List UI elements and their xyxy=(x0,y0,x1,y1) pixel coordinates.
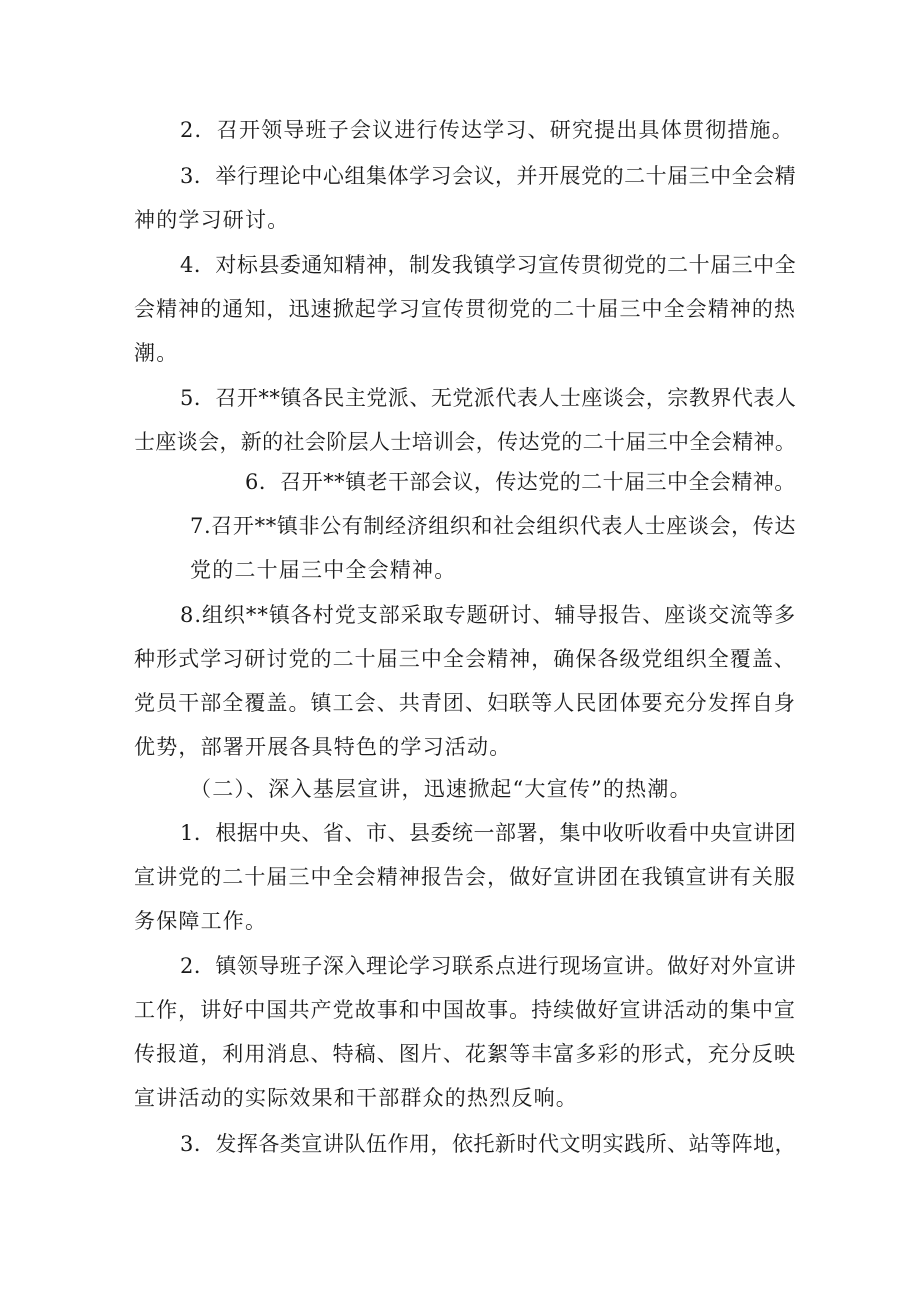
text-line: 8.组织**镇各村党支部采取专题研讨、辅导报告、座谈交流等多 xyxy=(180,603,797,627)
text-line: 1．根据中央、省、市、县委统一部署，集中收听收看中央宣讲团 xyxy=(180,821,797,845)
text-line: 6．召开**镇老干部会议，传达党的二十届三中全会精神。 xyxy=(245,470,796,494)
text-line: 7.召开**镇非公有制经济组织和社会组织代表人士座谈会，传达 xyxy=(190,514,797,538)
section-heading: （二）、深入基层宣讲，迅速掀起“大宣传”的热潮。 xyxy=(190,777,692,801)
text-line: 传报道，利用消息、特稿、图片、花絮等丰富多彩的形式，充分反映 xyxy=(134,1042,796,1066)
text-line: 宣讲党的二十届三中全会精神报告会，做好宣讲团在我镇宣讲有关服 xyxy=(134,865,796,889)
text-line: 3．发挥各类宣讲队伍作用，依托新时代文明实践所、站等阵地， xyxy=(180,1132,797,1156)
text-line: 种形式学习研讨党的二十届三中全会精神，确保各级党组织全覆盖、 xyxy=(134,647,796,671)
text-line: 务保障工作。 xyxy=(134,909,268,933)
text-line: 士座谈会，新的社会阶层人士培训会，传达党的二十届三中全会精神。 xyxy=(134,430,797,454)
text-line: 宣讲活动的实际效果和干部群众的热烈反响。 xyxy=(134,1086,578,1110)
text-line: 工作，讲好中国共产党故事和中国故事。持续做好宣讲活动的集中宣 xyxy=(134,998,796,1022)
text-line: 5．召开**镇各民主党派、无党派代表人士座谈会，宗教界代表人 xyxy=(180,386,797,410)
text-line: 2．召开领导班子会议进行传达学习、研究提出具体贯彻措施。 xyxy=(180,118,794,142)
text-line: 3．举行理论中心组集体学习会议，并开展党的二十届三中全会精 xyxy=(180,164,797,188)
text-line: 会精神的通知，迅速掀起学习宣传贯彻党的二十届三中全会精神的热 xyxy=(134,297,796,321)
text-line: 潮。 xyxy=(134,341,179,365)
text-line: 4．对标县委通知精神，制发我镇学习宣传贯彻党的二十届三中全 xyxy=(180,253,797,277)
text-line: 优势，部署开展各具特色的学习活动。 xyxy=(134,735,512,759)
text-line: 神的学习研讨。 xyxy=(134,208,290,232)
text-line: 2．镇领导班子深入理论学习联系点进行现场宣讲。做好对外宣讲 xyxy=(180,954,797,978)
text-line: 党员干部全覆盖。镇工会、共青团、妇联等人民团体要充分发挥自身 xyxy=(134,691,796,715)
text-line: 党的二十届三中全会精神。 xyxy=(190,558,457,582)
